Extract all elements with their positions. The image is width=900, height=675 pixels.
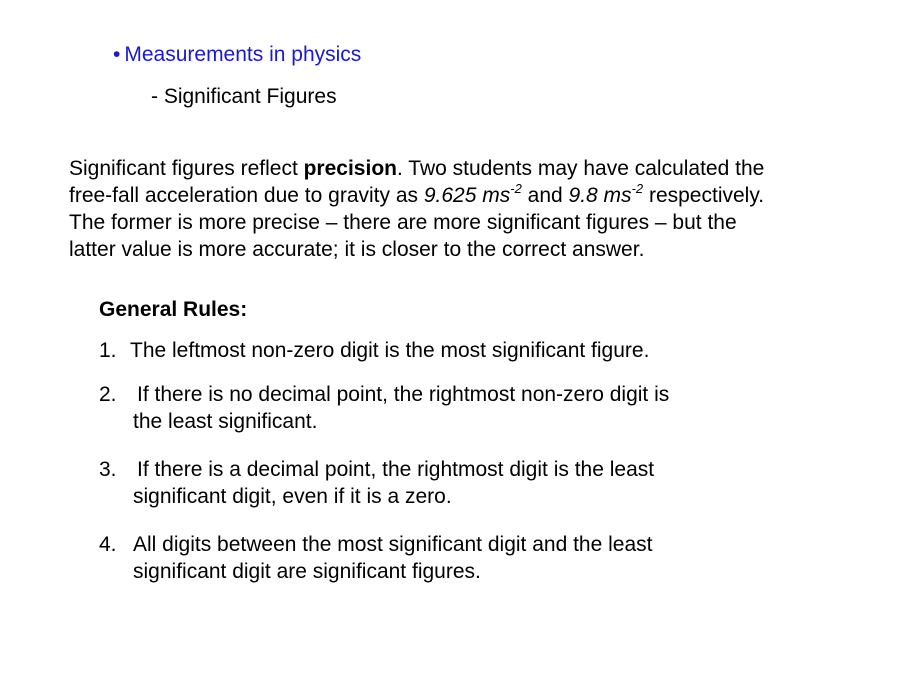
rule-item <box>99 456 655 510</box>
intro-paragraph <box>69 155 859 263</box>
rule-line: All digits between the most significant digit and the least <box>133 533 653 556</box>
rule-number: 2. <box>99 383 117 406</box>
value-exponent: -2 <box>631 181 644 196</box>
rule-line: significant digit, even if it is a zero. <box>133 485 452 508</box>
rule-item <box>99 531 653 585</box>
intro-text: and <box>521 184 569 207</box>
slide-title <box>113 43 361 67</box>
rule-line: If there is no decimal point, the rightmost non-zero digit is <box>137 383 670 406</box>
rule-number: 4. <box>99 533 117 556</box>
rule-line: the least significant. <box>133 410 318 433</box>
intro-text: free-fall acceleration due to gravity as <box>69 184 424 207</box>
rule-number: 1. <box>99 339 117 362</box>
rule-line: The leftmost non-zero digit is the most significant figure. <box>130 339 650 362</box>
rules-heading: General Rules: <box>99 298 248 321</box>
intro-line-1 <box>69 155 859 182</box>
bullet-icon: • <box>113 43 121 66</box>
rule-item <box>99 381 670 435</box>
value-text: 9.625 ms <box>423 184 511 207</box>
intro-line-3: The former is more precise – there are more significant figures – but the <box>69 211 737 234</box>
intro-line-2 <box>69 182 859 209</box>
rule-item <box>99 337 650 364</box>
slide-subtitle: - Significant Figures <box>151 85 337 108</box>
slide-title-text: Measurements in physics <box>124 43 362 66</box>
value-exponent: -2 <box>510 181 522 196</box>
measured-value-1 <box>423 181 522 207</box>
rule-text <box>133 531 652 585</box>
intro-line-4: latter value is more accurate; it is closer to the correct answer. <box>69 238 645 261</box>
value-text: 9.8 ms <box>568 184 632 207</box>
rule-line: If there is a decimal point, the rightmost digit is the least <box>137 458 655 481</box>
intro-text: . Two students may have calculated the <box>396 157 765 180</box>
rule-line: significant digit are significant figures. <box>133 560 481 583</box>
rule-number: 3. <box>99 458 117 481</box>
rule-text <box>133 456 654 510</box>
intro-text: Significant figures reflect <box>69 157 304 180</box>
intro-text: respectively. <box>643 184 765 207</box>
rule-text <box>130 337 649 364</box>
rule-text <box>133 381 669 435</box>
measured-value-2 <box>568 181 644 207</box>
precision-term: precision <box>303 157 397 180</box>
